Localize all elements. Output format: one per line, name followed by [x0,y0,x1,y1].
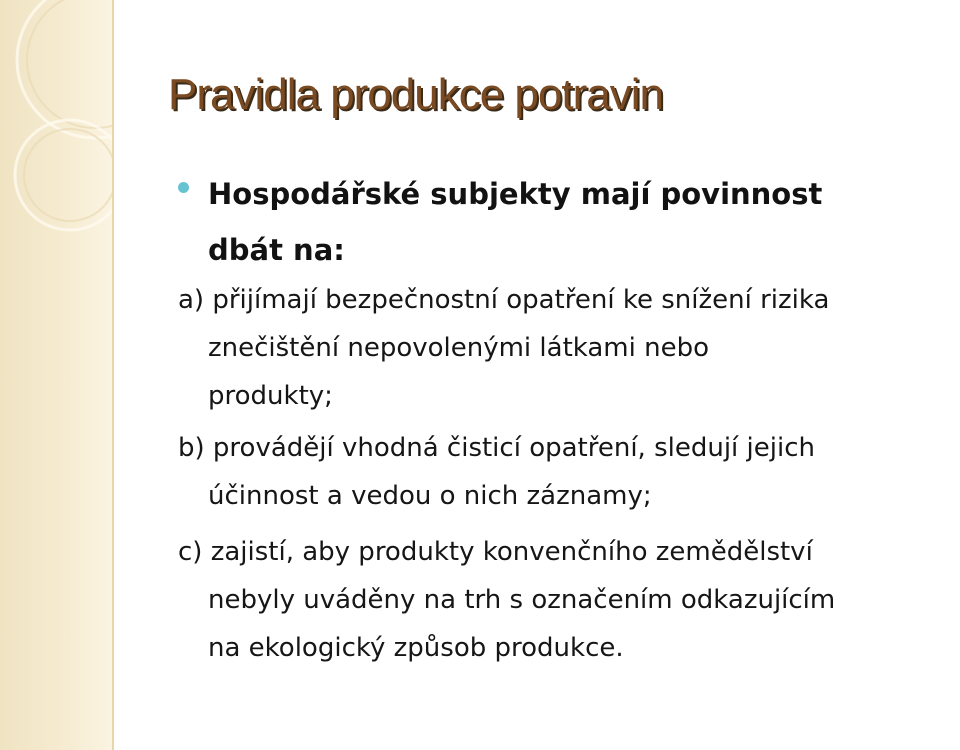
list-item-a-line-2: znečištění nepovolenými látkami nebo [208,333,710,363]
list-item-a-line-3: produkty; [208,381,333,411]
bullet-dot-icon [178,182,189,193]
list-item-c-line-3: na ekologický způsob produkce. [208,633,624,663]
bullet-lead-line-1: Hospodářské subjekty mají povinnost [208,177,823,211]
list-item-c-line-1: c) zajistí, aby produkty konvenčního zemědělství [178,537,813,567]
list-item-a-line-1: a) přijímají bezpečnostní opatření ke snížení rizika [178,285,830,315]
list-item-c [178,528,953,672]
bullet-lead [208,166,948,278]
list-item-b-line-1: b) provádějí vhodná čisticí opatření, sledují jejich [178,433,815,463]
decorative-circles [0,0,112,750]
decorative-side-band [0,0,114,750]
slide-title: Pravidla produkce potravin [168,70,663,119]
bullet-lead-line-2: dbát na: [208,233,345,267]
list-item-b [178,424,948,520]
list-item-c-line-2: nebyly uváděny na trh s označením odkazujícím [208,585,836,615]
list-item-a [178,276,948,420]
list-item-b-line-2: účinnost a vedou o nich záznamy; [208,481,652,511]
